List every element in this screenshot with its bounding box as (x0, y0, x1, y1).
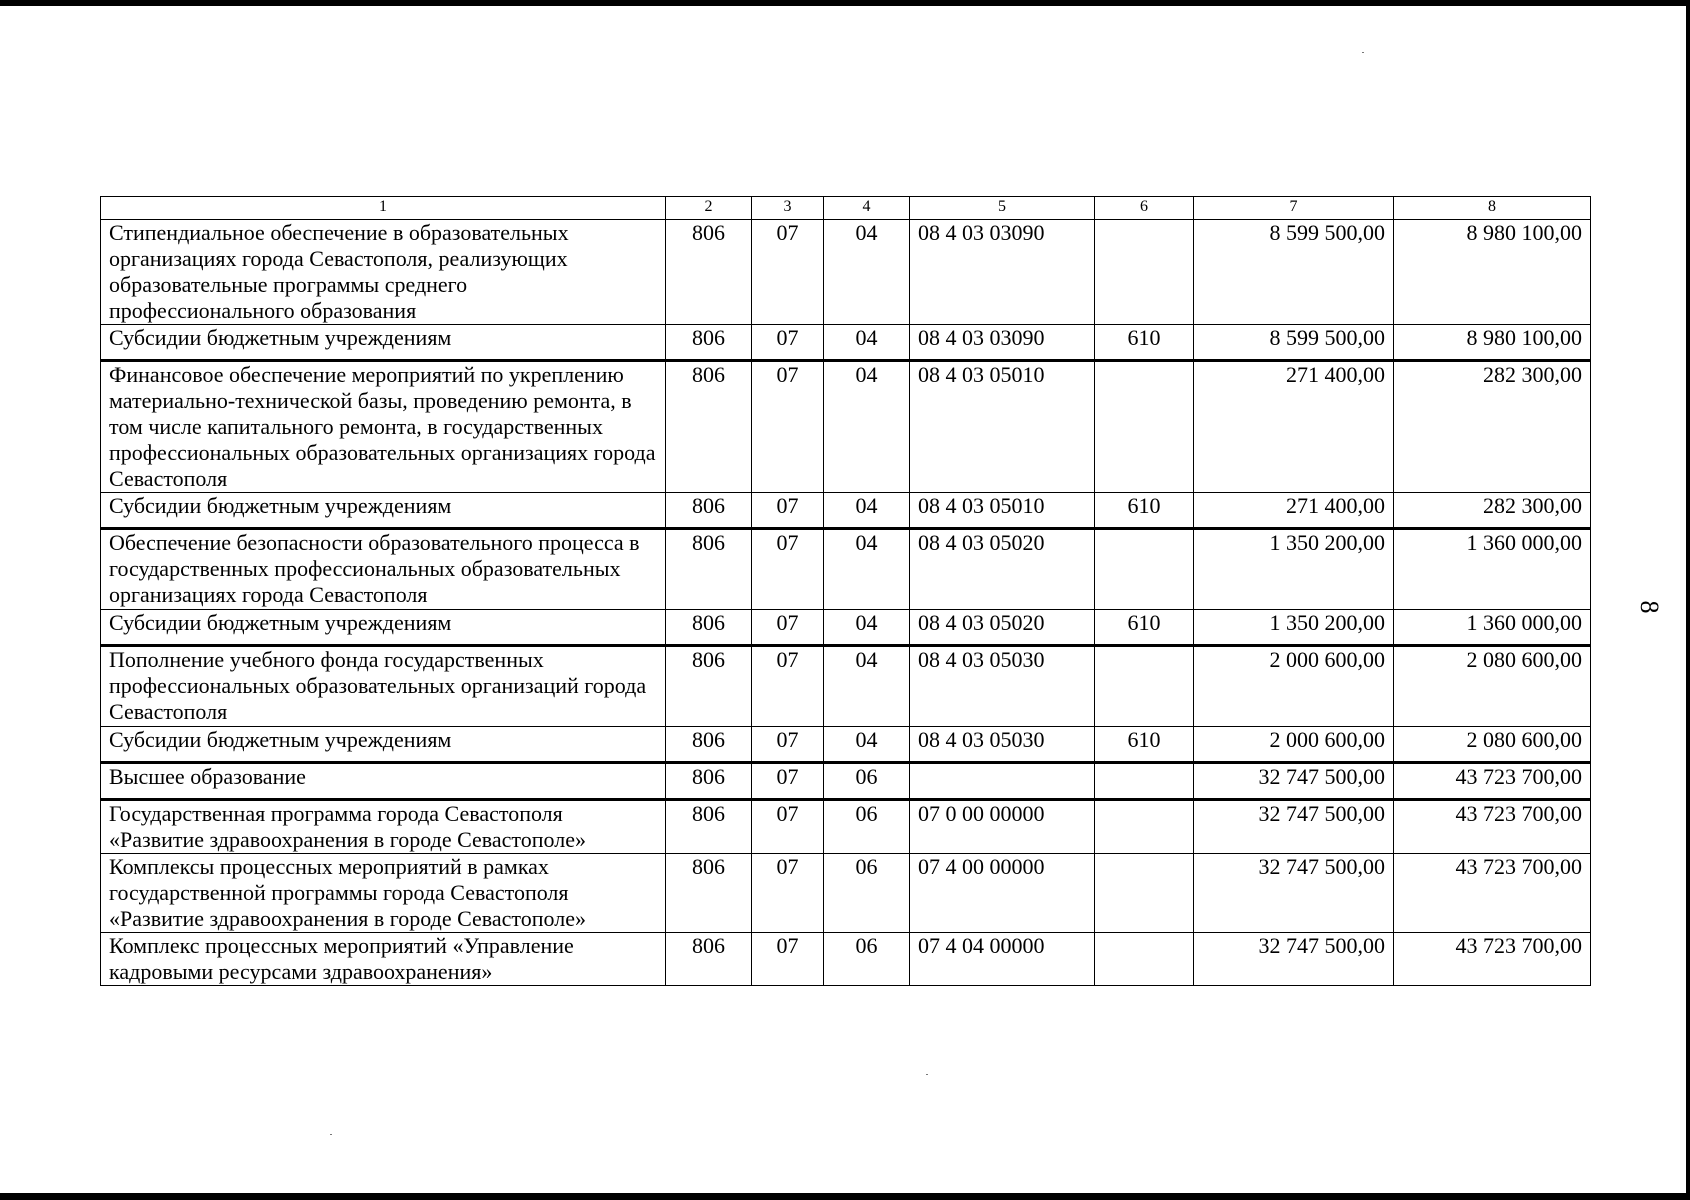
amount-year-1-cell: 32 747 500,00 (1194, 854, 1394, 933)
table-row (101, 361, 1591, 493)
table-body (101, 197, 1591, 986)
section-code-cell: 07 (752, 800, 824, 854)
scan-border-right (1686, 0, 1690, 1200)
grbs-code-cell: 806 (666, 529, 752, 610)
table-row (101, 325, 1591, 361)
subsection-code-cell: 04 (824, 493, 910, 529)
amount-year-1-cell: 1 350 200,00 (1194, 529, 1394, 610)
target-item-code-cell: 08 4 03 03090 (910, 220, 1095, 325)
budget-table (100, 196, 1591, 986)
target-item-code-cell: 07 4 04 00000 (910, 933, 1095, 986)
expense-type-code-cell (1095, 854, 1194, 933)
grbs-code-cell: 806 (666, 854, 752, 933)
grbs-code-cell: 806 (666, 800, 752, 854)
row-name-cell: Государственная программа города Севастополя «Развитие здравоохранения в городе Севастополе» (101, 800, 666, 854)
amount-year-2-cell: 2 080 600,00 (1394, 727, 1591, 763)
row-name-cell: Субсидии бюджетным учреждениям (101, 493, 666, 529)
expense-type-code-cell (1095, 220, 1194, 325)
column-number: 5 (910, 197, 1095, 220)
subsection-code-cell: 04 (824, 325, 910, 361)
section-code-cell: 07 (752, 325, 824, 361)
subsection-code-cell: 04 (824, 610, 910, 646)
section-code-cell: 07 (752, 361, 824, 493)
expense-type-code-cell (1095, 763, 1194, 800)
amount-year-2-cell: 43 723 700,00 (1394, 800, 1591, 854)
target-item-code-cell: 08 4 03 05030 (910, 646, 1095, 727)
target-item-code-cell: 08 4 03 05030 (910, 727, 1095, 763)
amount-year-1-cell: 32 747 500,00 (1194, 763, 1394, 800)
amount-year-2-cell: 1 360 000,00 (1394, 610, 1591, 646)
page-number: 8 (1635, 600, 1664, 614)
column-number: 1 (101, 197, 666, 220)
amount-year-2-cell: 8 980 100,00 (1394, 325, 1591, 361)
grbs-code-cell: 806 (666, 763, 752, 800)
column-number: 7 (1194, 197, 1394, 220)
row-name-cell: Субсидии бюджетным учреждениям (101, 727, 666, 763)
amount-year-1-cell: 8 599 500,00 (1194, 220, 1394, 325)
expense-type-code-cell (1095, 361, 1194, 493)
amount-year-2-cell: 43 723 700,00 (1394, 854, 1591, 933)
row-name-cell: Комплекс процессных мероприятий «Управление кадровыми ресурсами здравоохранения» (101, 933, 666, 986)
target-item-code-cell: 08 4 03 05010 (910, 493, 1095, 529)
target-item-code-cell: 07 0 00 00000 (910, 800, 1095, 854)
grbs-code-cell: 806 (666, 727, 752, 763)
section-code-cell: 07 (752, 763, 824, 800)
column-number-row (101, 197, 1591, 220)
amount-year-2-cell: 282 300,00 (1394, 493, 1591, 529)
section-code-cell: 07 (752, 933, 824, 986)
row-name-cell: Пополнение учебного фонда государственных профессиональных образовательных организаций города Севастополя (101, 646, 666, 727)
amount-year-1-cell: 271 400,00 (1194, 493, 1394, 529)
table-row (101, 529, 1591, 610)
target-item-code-cell: 08 4 03 05020 (910, 610, 1095, 646)
table-row (101, 727, 1591, 763)
column-number: 4 (824, 197, 910, 220)
amount-year-2-cell: 43 723 700,00 (1394, 933, 1591, 986)
row-name-cell: Субсидии бюджетным учреждениям (101, 610, 666, 646)
scan-border-top (0, 0, 1690, 6)
subsection-code-cell: 06 (824, 933, 910, 986)
scan-border-bottom (0, 1193, 1690, 1200)
grbs-code-cell: 806 (666, 646, 752, 727)
target-item-code-cell: 08 4 03 03090 (910, 325, 1095, 361)
subsection-code-cell: 06 (824, 763, 910, 800)
grbs-code-cell: 806 (666, 493, 752, 529)
subsection-code-cell: 04 (824, 220, 910, 325)
row-name-cell: Стипендиальное обеспечение в образовательных организациях города Севастополя, реализующих образовательные программы среднего профессионального образования (101, 220, 666, 325)
table-row (101, 933, 1591, 986)
amount-year-1-cell: 32 747 500,00 (1194, 800, 1394, 854)
subsection-code-cell: 04 (824, 727, 910, 763)
column-number: 3 (752, 197, 824, 220)
expense-type-code-cell: 610 (1095, 325, 1194, 361)
amount-year-1-cell: 1 350 200,00 (1194, 610, 1394, 646)
amount-year-2-cell: 8 980 100,00 (1394, 220, 1591, 325)
section-code-cell: 07 (752, 727, 824, 763)
grbs-code-cell: 806 (666, 325, 752, 361)
section-code-cell: 07 (752, 854, 824, 933)
subsection-code-cell: 06 (824, 854, 910, 933)
amount-year-2-cell: 2 080 600,00 (1394, 646, 1591, 727)
subsection-code-cell: 06 (824, 800, 910, 854)
row-name-cell: Высшее образование (101, 763, 666, 800)
row-name-cell: Субсидии бюджетным учреждениям (101, 325, 666, 361)
target-item-code-cell: 07 4 00 00000 (910, 854, 1095, 933)
amount-year-1-cell: 32 747 500,00 (1194, 933, 1394, 986)
expense-type-code-cell: 610 (1095, 727, 1194, 763)
expense-type-code-cell: 610 (1095, 493, 1194, 529)
table-row (101, 493, 1591, 529)
table-row (101, 763, 1591, 800)
target-item-code-cell: 08 4 03 05010 (910, 361, 1095, 493)
scan-speck (1362, 52, 1364, 53)
grbs-code-cell: 806 (666, 220, 752, 325)
grbs-code-cell: 806 (666, 361, 752, 493)
amount-year-1-cell: 2 000 600,00 (1194, 727, 1394, 763)
row-name-cell: Финансовое обеспечение мероприятий по укреплению материально-технической базы, проведению ремонта, в том числе капитального ремонта, в государственных профессиональных образовательных организациях города Севастополя (101, 361, 666, 493)
subsection-code-cell: 04 (824, 361, 910, 493)
table-row (101, 854, 1591, 933)
column-number: 8 (1394, 197, 1591, 220)
expense-type-code-cell (1095, 529, 1194, 610)
amount-year-1-cell: 271 400,00 (1194, 361, 1394, 493)
section-code-cell: 07 (752, 646, 824, 727)
target-item-code-cell: 08 4 03 05020 (910, 529, 1095, 610)
table-row (101, 610, 1591, 646)
amount-year-1-cell: 2 000 600,00 (1194, 646, 1394, 727)
amount-year-1-cell: 8 599 500,00 (1194, 325, 1394, 361)
amount-year-2-cell: 1 360 000,00 (1394, 529, 1591, 610)
section-code-cell: 07 (752, 610, 824, 646)
section-code-cell: 07 (752, 220, 824, 325)
expense-type-code-cell: 610 (1095, 610, 1194, 646)
target-item-code-cell (910, 763, 1095, 800)
column-number: 6 (1095, 197, 1194, 220)
expense-type-code-cell (1095, 933, 1194, 986)
table-row (101, 800, 1591, 854)
scan-speck (330, 1134, 332, 1135)
column-number: 2 (666, 197, 752, 220)
subsection-code-cell: 04 (824, 529, 910, 610)
row-name-cell: Обеспечение безопасности образовательного процесса в государственных профессиональных образовательных организациях города Севастополя (101, 529, 666, 610)
scan-speck (926, 1074, 928, 1075)
expense-type-code-cell (1095, 800, 1194, 854)
section-code-cell: 07 (752, 493, 824, 529)
amount-year-2-cell: 282 300,00 (1394, 361, 1591, 493)
row-name-cell: Комплексы процессных мероприятий в рамках государственной программы города Севастополя «Развитие здравоохранения в городе Севастополе» (101, 854, 666, 933)
expense-type-code-cell (1095, 646, 1194, 727)
amount-year-2-cell: 43 723 700,00 (1394, 763, 1591, 800)
section-code-cell: 07 (752, 529, 824, 610)
table-row (101, 220, 1591, 325)
subsection-code-cell: 04 (824, 646, 910, 727)
grbs-code-cell: 806 (666, 610, 752, 646)
table-row (101, 646, 1591, 727)
grbs-code-cell: 806 (666, 933, 752, 986)
